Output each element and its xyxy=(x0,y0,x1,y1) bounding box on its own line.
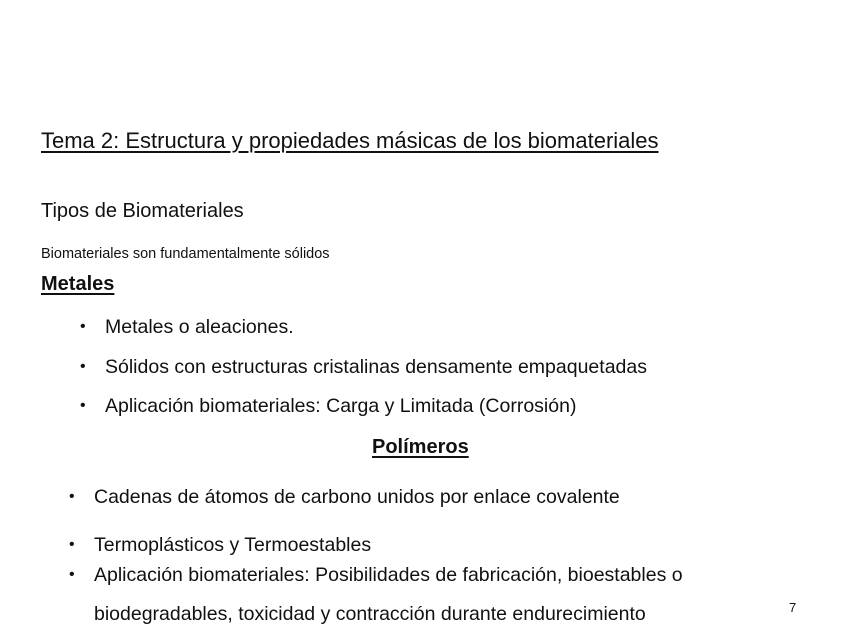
polimeros-bullet-text: Cadenas de átomos de carbono unidos por enlace covalente xyxy=(94,486,620,508)
page-number: 7 xyxy=(789,600,797,615)
bullet-icon: • xyxy=(69,536,75,553)
polimeros-heading: Polímeros xyxy=(372,436,469,458)
bullet-icon: • xyxy=(80,397,86,414)
bullet-icon: • xyxy=(80,358,86,375)
slide-subtitle: Tipos de Biomateriales xyxy=(41,200,244,222)
polimeros-bullet-1 xyxy=(69,486,620,509)
metales-heading: Metales xyxy=(41,273,115,295)
metales-bullet-1 xyxy=(80,316,294,339)
metales-bullet-3 xyxy=(80,395,577,418)
polimeros-bullet-2 xyxy=(69,534,372,557)
polimeros-bullet-3-continuation: biodegradables, toxicidad y contracción durante endurecimiento xyxy=(94,603,646,625)
intro-note: Biomateriales son fundamentalmente sólidos xyxy=(41,246,330,262)
polimeros-bullet-text: Termoplásticos y Termoestables xyxy=(94,534,372,556)
metales-bullet-2 xyxy=(80,356,647,379)
polimeros-bullet-3 xyxy=(69,564,683,587)
metales-bullet-text: Aplicación biomateriales: Carga y Limitada (Corrosión) xyxy=(105,395,577,417)
bullet-icon: • xyxy=(69,488,75,505)
metales-bullet-text: Sólidos con estructuras cristalinas densamente empaquetadas xyxy=(105,356,647,378)
bullet-icon: • xyxy=(80,318,86,335)
polimeros-bullet-text: Aplicación biomateriales: Posibilidades de fabricación, bioestables o xyxy=(94,564,683,586)
bullet-icon: • xyxy=(69,566,75,583)
metales-bullet-text: Metales o aleaciones. xyxy=(105,316,294,338)
slide-title: Tema 2: Estructura y propiedades másicas de los biomateriales xyxy=(41,128,659,153)
